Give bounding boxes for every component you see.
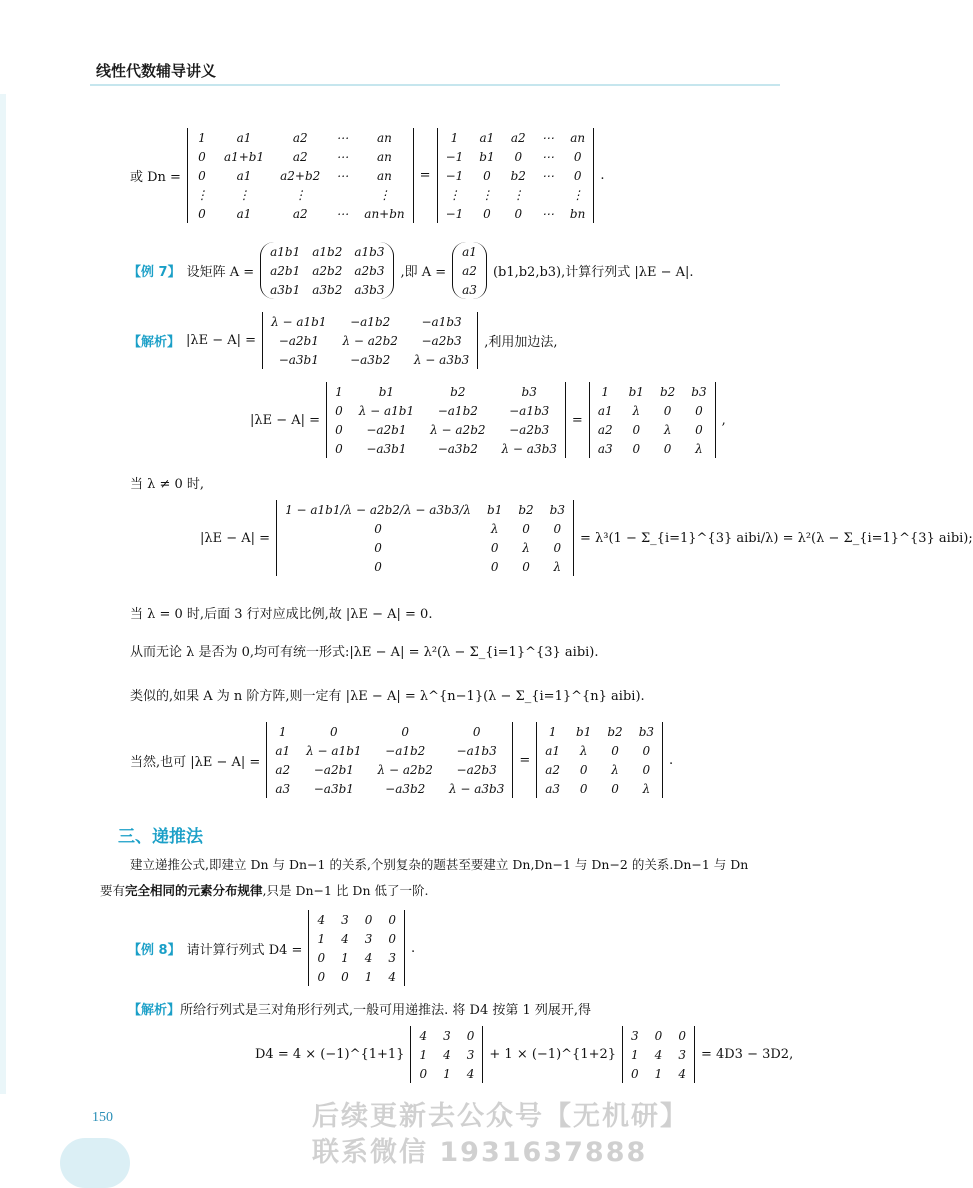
matrix-row <box>263 312 478 331</box>
matrix-entry: 0 <box>198 168 206 183</box>
determinant <box>622 1026 695 1083</box>
matrix-entry: 4 <box>419 1028 428 1043</box>
matrix-row <box>187 204 413 223</box>
matrix-entry: 0 <box>573 149 582 164</box>
matrix-row <box>309 910 405 929</box>
matrix-entry: 1 <box>335 384 343 399</box>
matrix-entry: 0 <box>341 969 349 984</box>
determinant <box>589 382 716 458</box>
matrix-entry: a1 <box>236 206 252 221</box>
matrix-row <box>187 185 413 204</box>
example-7 <box>128 242 694 299</box>
matrix-entry: ⋮ <box>238 187 251 202</box>
matrix-entry: 0 <box>335 403 343 418</box>
matrix-entry: 3 <box>443 1028 451 1043</box>
matrix-entry: an <box>377 168 392 183</box>
matrix-entry: b1 <box>628 384 644 399</box>
matrix-entry: b3 <box>549 502 565 517</box>
matrix-row <box>309 967 405 986</box>
matrix-entry: 1 <box>341 950 349 965</box>
matrix-entry: 0 <box>573 168 582 183</box>
matrix-entry: 1 <box>631 1047 639 1062</box>
matrix-entry: 0 <box>317 969 326 984</box>
matrix-entry: 0 <box>642 762 651 777</box>
matrix-entry: a2 <box>462 263 477 278</box>
matrix-entry: −a2b1 <box>313 762 354 777</box>
determinant <box>437 128 595 223</box>
matrix-row <box>309 929 405 948</box>
solution-text: |λE − A| = <box>186 333 257 348</box>
matrix-entry: 1 <box>443 1066 451 1081</box>
matrix-entry: 1 <box>198 130 206 145</box>
matrix-entry: λ <box>490 521 499 536</box>
matrix-entry: −a3b2 <box>437 441 478 456</box>
matrix-entry: 0 <box>663 403 672 418</box>
matrix-entry: 0 <box>419 1066 428 1081</box>
matrix-entry: 3 <box>364 931 373 946</box>
example-text: 设矩阵 A = <box>186 265 255 280</box>
expansion-line <box>255 1026 793 1083</box>
matrix-entry: a3 <box>275 781 291 796</box>
matrix-entry: b2 <box>607 724 623 739</box>
solution-8-line1 <box>128 1002 591 1020</box>
matrix-entry: 1 − a1b1/λ − a2b2/λ − a3b3/λ <box>285 502 472 517</box>
matrix-entry: b2 <box>659 384 676 399</box>
matrix-entry <box>328 185 356 204</box>
watermark-line2: 联系微信 1931637888 <box>312 1137 648 1168</box>
matrix-entry: −1 <box>445 206 464 221</box>
matrix-entry: −a2b3 <box>421 333 462 348</box>
matrix-entry: 0 <box>695 422 703 437</box>
matrix-entry: 0 <box>388 912 396 927</box>
matrix-row <box>456 280 483 299</box>
matrix-entry: −a2b3 <box>509 422 550 437</box>
matrix-entry: b1 <box>576 724 592 739</box>
triangular-determinant-line <box>200 500 973 576</box>
matrix-entry: λ − a2b2 <box>377 762 433 777</box>
matrix-entry: 4 <box>388 969 396 984</box>
matrix-entry: a2 <box>292 206 308 221</box>
matrix-entry: λ − a3b3 <box>501 441 557 456</box>
matrix-entry: 0 <box>553 521 562 536</box>
matrix-entry: 0 <box>374 559 382 574</box>
matrix-entry: 0 <box>611 781 619 796</box>
matrix-entry: ⋯ <box>541 130 554 145</box>
matrix-entry: a2 <box>292 149 308 164</box>
solution-7-line1 <box>128 312 558 369</box>
matrix-entry: ⋯ <box>336 168 349 183</box>
comma: , <box>721 412 726 428</box>
equation-dn <box>130 128 604 223</box>
solution-text: 所给行列式是三对角形行列式,一般可用递推法. 将 D4 按第 1 列展开,得 <box>180 1003 592 1018</box>
matrix-entry: 0 <box>642 743 651 758</box>
matrix-entry: −a1b2 <box>350 314 391 329</box>
matrix-entry: 0 <box>678 1028 686 1043</box>
matrix-entry: −1 <box>445 149 464 164</box>
matrix-entry: b2 <box>510 168 526 183</box>
determinant <box>410 1026 483 1083</box>
matrix-entry <box>534 185 562 204</box>
matrix-entry: λ <box>553 559 562 574</box>
matrix-row <box>264 242 390 261</box>
equals-sign: = <box>419 168 431 183</box>
matrix-entry: ⋮ <box>512 187 525 202</box>
eq1-prefix: 或 Dn = <box>130 170 181 185</box>
matrix-row <box>264 280 390 299</box>
matrix-entry: a1b3 <box>354 244 385 259</box>
equation-text: |λE − A| = <box>250 412 321 428</box>
matrix-entry: a3 <box>545 781 561 796</box>
matrix-entry: ⋯ <box>541 206 554 221</box>
matrix-entry: −a1b2 <box>385 743 426 758</box>
matrix-entry: a1 <box>597 403 613 418</box>
example-text: 请计算行列式 D4 = <box>186 942 303 958</box>
matrix-entry: b3 <box>691 384 707 399</box>
matrix-entry: ⋯ <box>336 206 349 221</box>
equation-text: 当然,也可 |λE − A| = <box>130 754 261 770</box>
matrix-entry: 0 <box>483 168 491 183</box>
matrix-entry: λ − a2b2 <box>430 422 486 437</box>
matrix-row <box>263 350 478 369</box>
matrix-entry: λ − a1b1 <box>306 743 362 758</box>
matrix-entry: 0 <box>514 206 523 221</box>
case-nonzero: 当 λ ≠ 0 时, <box>130 477 205 492</box>
matrix-entry: a2 <box>545 762 561 777</box>
corner-decoration <box>60 1138 130 1188</box>
matrix-entry: 4 <box>317 912 326 927</box>
matrix-entry: λ − a2b2 <box>342 333 398 348</box>
matrix-entry: 0 <box>553 540 562 555</box>
matrix-entry: 3 <box>631 1028 639 1043</box>
page-number: 150 <box>92 1110 113 1125</box>
equation-text: |λE − A| = <box>200 530 271 546</box>
matrix-entry: λ − a1b1 <box>358 403 415 418</box>
matrix-entry: 1 <box>601 384 610 399</box>
matrix-entry: an <box>377 149 392 164</box>
matrix-entry: ⋯ <box>336 149 349 164</box>
matrix-entry: 1 <box>364 969 373 984</box>
matrix-entry: 4 <box>364 950 373 965</box>
matrix-entry: a2+b2 <box>280 168 321 183</box>
matrix-row <box>537 779 663 798</box>
matrix-row <box>327 439 566 458</box>
determinant <box>187 128 414 223</box>
matrix-entry: 0 <box>364 912 373 927</box>
bordered-determinant-line <box>250 382 726 458</box>
matrix-entry: a3b2 <box>312 282 343 297</box>
matrix-entry: a1b2 <box>312 244 343 259</box>
equation-result: = λ³(1 − Σ_{i=1}^{3} aibi/λ) = λ²(λ − Σ_{i=1}^{3} aibi); <box>580 530 973 546</box>
matrix-entry: λ <box>632 403 641 418</box>
text: ,只是 Dn−1 比 Dn 低了一阶. <box>262 883 429 898</box>
emphasis: 完全相同的元素分布规律 <box>125 883 263 898</box>
matrix-entry: λ <box>695 441 703 456</box>
matrix <box>260 242 394 299</box>
determinant <box>276 500 574 576</box>
determinant <box>308 910 405 986</box>
matrix-row <box>264 261 390 280</box>
matrix-entry: ⋯ <box>541 168 554 183</box>
matrix-entry: 3 <box>678 1047 686 1062</box>
matrix-entry: a1 <box>545 743 561 758</box>
matrix-row <box>411 1045 483 1064</box>
matrix-entry: ⋯ <box>541 149 554 164</box>
matrix-row <box>327 401 566 420</box>
matrix-entry: ⋮ <box>378 187 391 202</box>
matrix-entry: −a1b3 <box>456 743 497 758</box>
matrix-entry: 0 <box>317 950 326 965</box>
matrix-row <box>327 382 566 401</box>
matrix-entry: ⋮ <box>195 187 208 202</box>
matrix-entry: −a2b1 <box>366 422 407 437</box>
matrix-entry: a1 <box>275 743 291 758</box>
matrix-entry: λ − a3b3 <box>413 352 470 367</box>
matrix-entry: 0 <box>198 206 206 221</box>
matrix-entry: 1 <box>548 724 557 739</box>
matrix-entry: a1b1 <box>270 244 301 259</box>
matrix-entry: bn <box>569 206 586 221</box>
matrix-row <box>623 1064 695 1083</box>
matrix-entry: −a2b1 <box>278 333 319 348</box>
matrix-entry: a3 <box>462 282 477 297</box>
matrix-row <box>327 420 566 439</box>
matrix-row <box>277 538 574 557</box>
matrix-entry: −a3b1 <box>278 352 319 367</box>
matrix-entry: 1 <box>450 130 459 145</box>
matrix-entry: ⋮ <box>448 187 461 202</box>
determinant <box>326 382 566 458</box>
matrix-row <box>456 242 483 261</box>
matrix-entry: a2b1 <box>270 263 301 278</box>
matrix-row <box>411 1026 483 1045</box>
matrix-row <box>267 741 513 760</box>
matrix-entry: 0 <box>522 521 530 536</box>
matrix-row <box>437 128 594 147</box>
matrix-entry: a1 <box>479 130 495 145</box>
matrix-entry: a2b2 <box>312 263 343 278</box>
matrix-entry: a2 <box>510 130 526 145</box>
matrix-entry: λ <box>579 743 588 758</box>
matrix-entry: b1 <box>479 149 495 164</box>
matrix-entry: a3b3 <box>354 282 385 297</box>
equals-sign: = <box>571 412 583 428</box>
section-heading: 三、递推法 <box>118 827 203 847</box>
matrix-row <box>537 741 663 760</box>
matrix-entry: −a1b3 <box>421 314 462 329</box>
matrix-entry: a2 <box>292 130 308 145</box>
watermark-line1: 后续更新去公众号【无机研】 <box>312 1101 689 1132</box>
matrix-entry: λ <box>663 422 672 437</box>
matrix-row <box>537 722 663 741</box>
matrix-entry: 0 <box>374 521 382 536</box>
matrix-entry: 0 <box>335 422 343 437</box>
matrix-entry: λ <box>611 762 619 777</box>
matrix-row <box>437 185 594 204</box>
matrix-entry: 0 <box>483 206 491 221</box>
period: . <box>669 752 674 768</box>
determinant <box>262 312 478 369</box>
matrix-entry: 0 <box>466 1028 475 1043</box>
matrix-entry: λ <box>522 540 530 555</box>
case-zero: 当 λ = 0 时,后面 3 行对应成比例,故 |λE − A| = 0. <box>130 607 433 622</box>
matrix-row <box>437 204 594 223</box>
matrix-entry: a2 <box>597 422 613 437</box>
matrix-entry: −a1b3 <box>509 403 550 418</box>
matrix-row <box>267 722 513 741</box>
matrix-row <box>187 147 413 166</box>
matrix-entry: 0 <box>579 762 588 777</box>
solution-label: 【解析】 <box>128 335 181 350</box>
equals-sign: = <box>519 752 531 768</box>
matrix-entry: ⋮ <box>294 187 307 202</box>
example-text: ,即 A = <box>400 265 447 280</box>
matrix-entry: b2 <box>518 502 534 517</box>
matrix-row <box>277 519 574 538</box>
matrix-row <box>437 166 594 185</box>
text: 要有 <box>100 883 126 898</box>
matrix-entry: 0 <box>330 724 338 739</box>
matrix-row <box>537 760 663 779</box>
solution-text: ,利用加边法, <box>484 335 558 350</box>
matrix-row <box>277 557 574 576</box>
matrix-entry: λ − a1b1 <box>271 314 327 329</box>
matrix-row <box>267 760 513 779</box>
matrix-entry: 0 <box>632 441 641 456</box>
matrix-entry: 1 <box>317 931 326 946</box>
solution-label: 【解析】 <box>128 1003 181 1018</box>
matrix-entry: b1 <box>378 384 395 399</box>
matrix-entry: 0 <box>514 149 523 164</box>
example-label: 【例 7】 <box>128 265 181 280</box>
example-8 <box>128 910 415 986</box>
matrix-entry: −1 <box>445 168 464 183</box>
matrix-entry: 0 <box>663 441 672 456</box>
matrix-entry: b3 <box>521 384 537 399</box>
matrix-entry: an+bn <box>364 206 405 221</box>
matrix-entry: 0 <box>579 781 588 796</box>
determinant <box>266 722 513 798</box>
matrix-row <box>187 166 413 185</box>
matrix-entry: −a3b1 <box>313 781 354 796</box>
matrix-row <box>437 147 594 166</box>
matrix-entry: 0 <box>654 1028 663 1043</box>
matrix-entry: ⋮ <box>480 187 493 202</box>
matrix-entry: 0 <box>388 931 396 946</box>
matrix-entry: −a2b3 <box>456 762 497 777</box>
recursion-line2 <box>100 882 428 900</box>
matrix-entry: 3 <box>341 912 349 927</box>
matrix-entry: 0 <box>490 540 499 555</box>
matrix-row <box>623 1045 695 1064</box>
period: . <box>600 168 605 183</box>
alternative-line <box>130 722 673 798</box>
column-vector <box>452 242 487 299</box>
matrix-entry: 0 <box>472 724 481 739</box>
matrix-row <box>456 261 483 280</box>
matrix-row <box>309 948 405 967</box>
matrix-entry: 0 <box>611 743 619 758</box>
equation-text: + 1 × (−1)^{1+2} <box>489 1047 617 1062</box>
side-strip <box>0 94 6 1094</box>
matrix-entry: λ − a3b3 <box>448 781 505 796</box>
matrix-row <box>589 420 715 439</box>
equation-result: = 4D3 − 3D2, <box>700 1047 794 1062</box>
period: . <box>411 940 416 956</box>
matrix-row <box>411 1064 483 1083</box>
matrix-entry: ⋮ <box>571 187 584 202</box>
matrix-entry: 1 <box>654 1066 663 1081</box>
matrix-entry: an <box>570 130 586 145</box>
matrix-entry: a1 <box>236 130 252 145</box>
recursion-line1: 建立递推公式,即建立 Dn 与 Dn−1 的关系,个别复杂的题甚至要建立 Dn,Dn−1 与 Dn−2 的关系.Dn−1 与 Dn <box>130 857 749 872</box>
determinant <box>536 722 663 798</box>
matrix-entry: 0 <box>490 559 499 574</box>
matrix-row <box>589 439 715 458</box>
matrix-row <box>263 331 478 350</box>
header-divider <box>90 84 780 86</box>
matrix-row <box>623 1026 695 1045</box>
matrix-row <box>277 500 574 519</box>
matrix-entry: a1 <box>462 244 477 259</box>
matrix-entry: 1 <box>419 1047 428 1062</box>
matrix-entry: b1 <box>487 502 503 517</box>
matrix-row <box>187 128 413 147</box>
matrix-entry: −a1b2 <box>437 403 478 418</box>
matrix-entry: 0 <box>401 724 410 739</box>
matrix-entry: λ <box>642 781 651 796</box>
example-label: 【例 8】 <box>128 942 181 958</box>
matrix-entry: 0 <box>695 403 703 418</box>
matrix-entry: a3b1 <box>270 282 301 297</box>
matrix-entry: 0 <box>374 540 382 555</box>
matrix-row <box>267 779 513 798</box>
matrix-entry: 4 <box>654 1047 663 1062</box>
matrix-entry: 0 <box>632 422 641 437</box>
matrix-entry: a2 <box>275 762 291 777</box>
matrix-row <box>589 382 715 401</box>
running-header-title: 线性代数辅导讲义 <box>96 62 217 80</box>
unified-form: 从而无论 λ 是否为 0,均可有统一形式:|λE − A| = λ²(λ − Σ_{i=1}^{3} aibi). <box>130 645 599 660</box>
matrix-entry: a2b3 <box>354 263 385 278</box>
matrix-entry: 0 <box>631 1066 639 1081</box>
matrix-entry: 4 <box>443 1047 451 1062</box>
matrix-entry: 3 <box>466 1047 475 1062</box>
matrix-entry: −a3b2 <box>350 352 391 367</box>
matrix-entry: 0 <box>335 441 343 456</box>
matrix-entry: 3 <box>388 950 396 965</box>
example-text: (b1,b2,b3),计算行列式 |λE − A|. <box>492 265 694 280</box>
matrix-entry: a3 <box>597 441 613 456</box>
matrix-row <box>589 401 715 420</box>
matrix-entry: ⋯ <box>336 130 349 145</box>
matrix-entry: b2 <box>450 384 466 399</box>
matrix-entry: 4 <box>678 1066 686 1081</box>
matrix-entry: 4 <box>341 931 349 946</box>
matrix-entry: 1 <box>278 724 287 739</box>
equation-text: D4 = 4 × (−1)^{1+1} <box>255 1047 405 1062</box>
general-form: 类似的,如果 A 为 n 阶方阵,则一定有 |λE − A| = λ^{n−1}(λ − Σ_{i=1}^{n} aibi). <box>130 689 645 704</box>
matrix-entry: 0 <box>522 559 530 574</box>
matrix-entry: b3 <box>638 724 655 739</box>
matrix-entry: a1+b1 <box>223 149 265 164</box>
matrix-entry: an <box>377 130 392 145</box>
matrix-entry: a1 <box>236 168 252 183</box>
matrix-entry: 4 <box>466 1066 475 1081</box>
matrix-entry: −a3b1 <box>366 441 407 456</box>
matrix-entry: 0 <box>198 149 206 164</box>
matrix-entry: −a3b2 <box>385 781 426 796</box>
